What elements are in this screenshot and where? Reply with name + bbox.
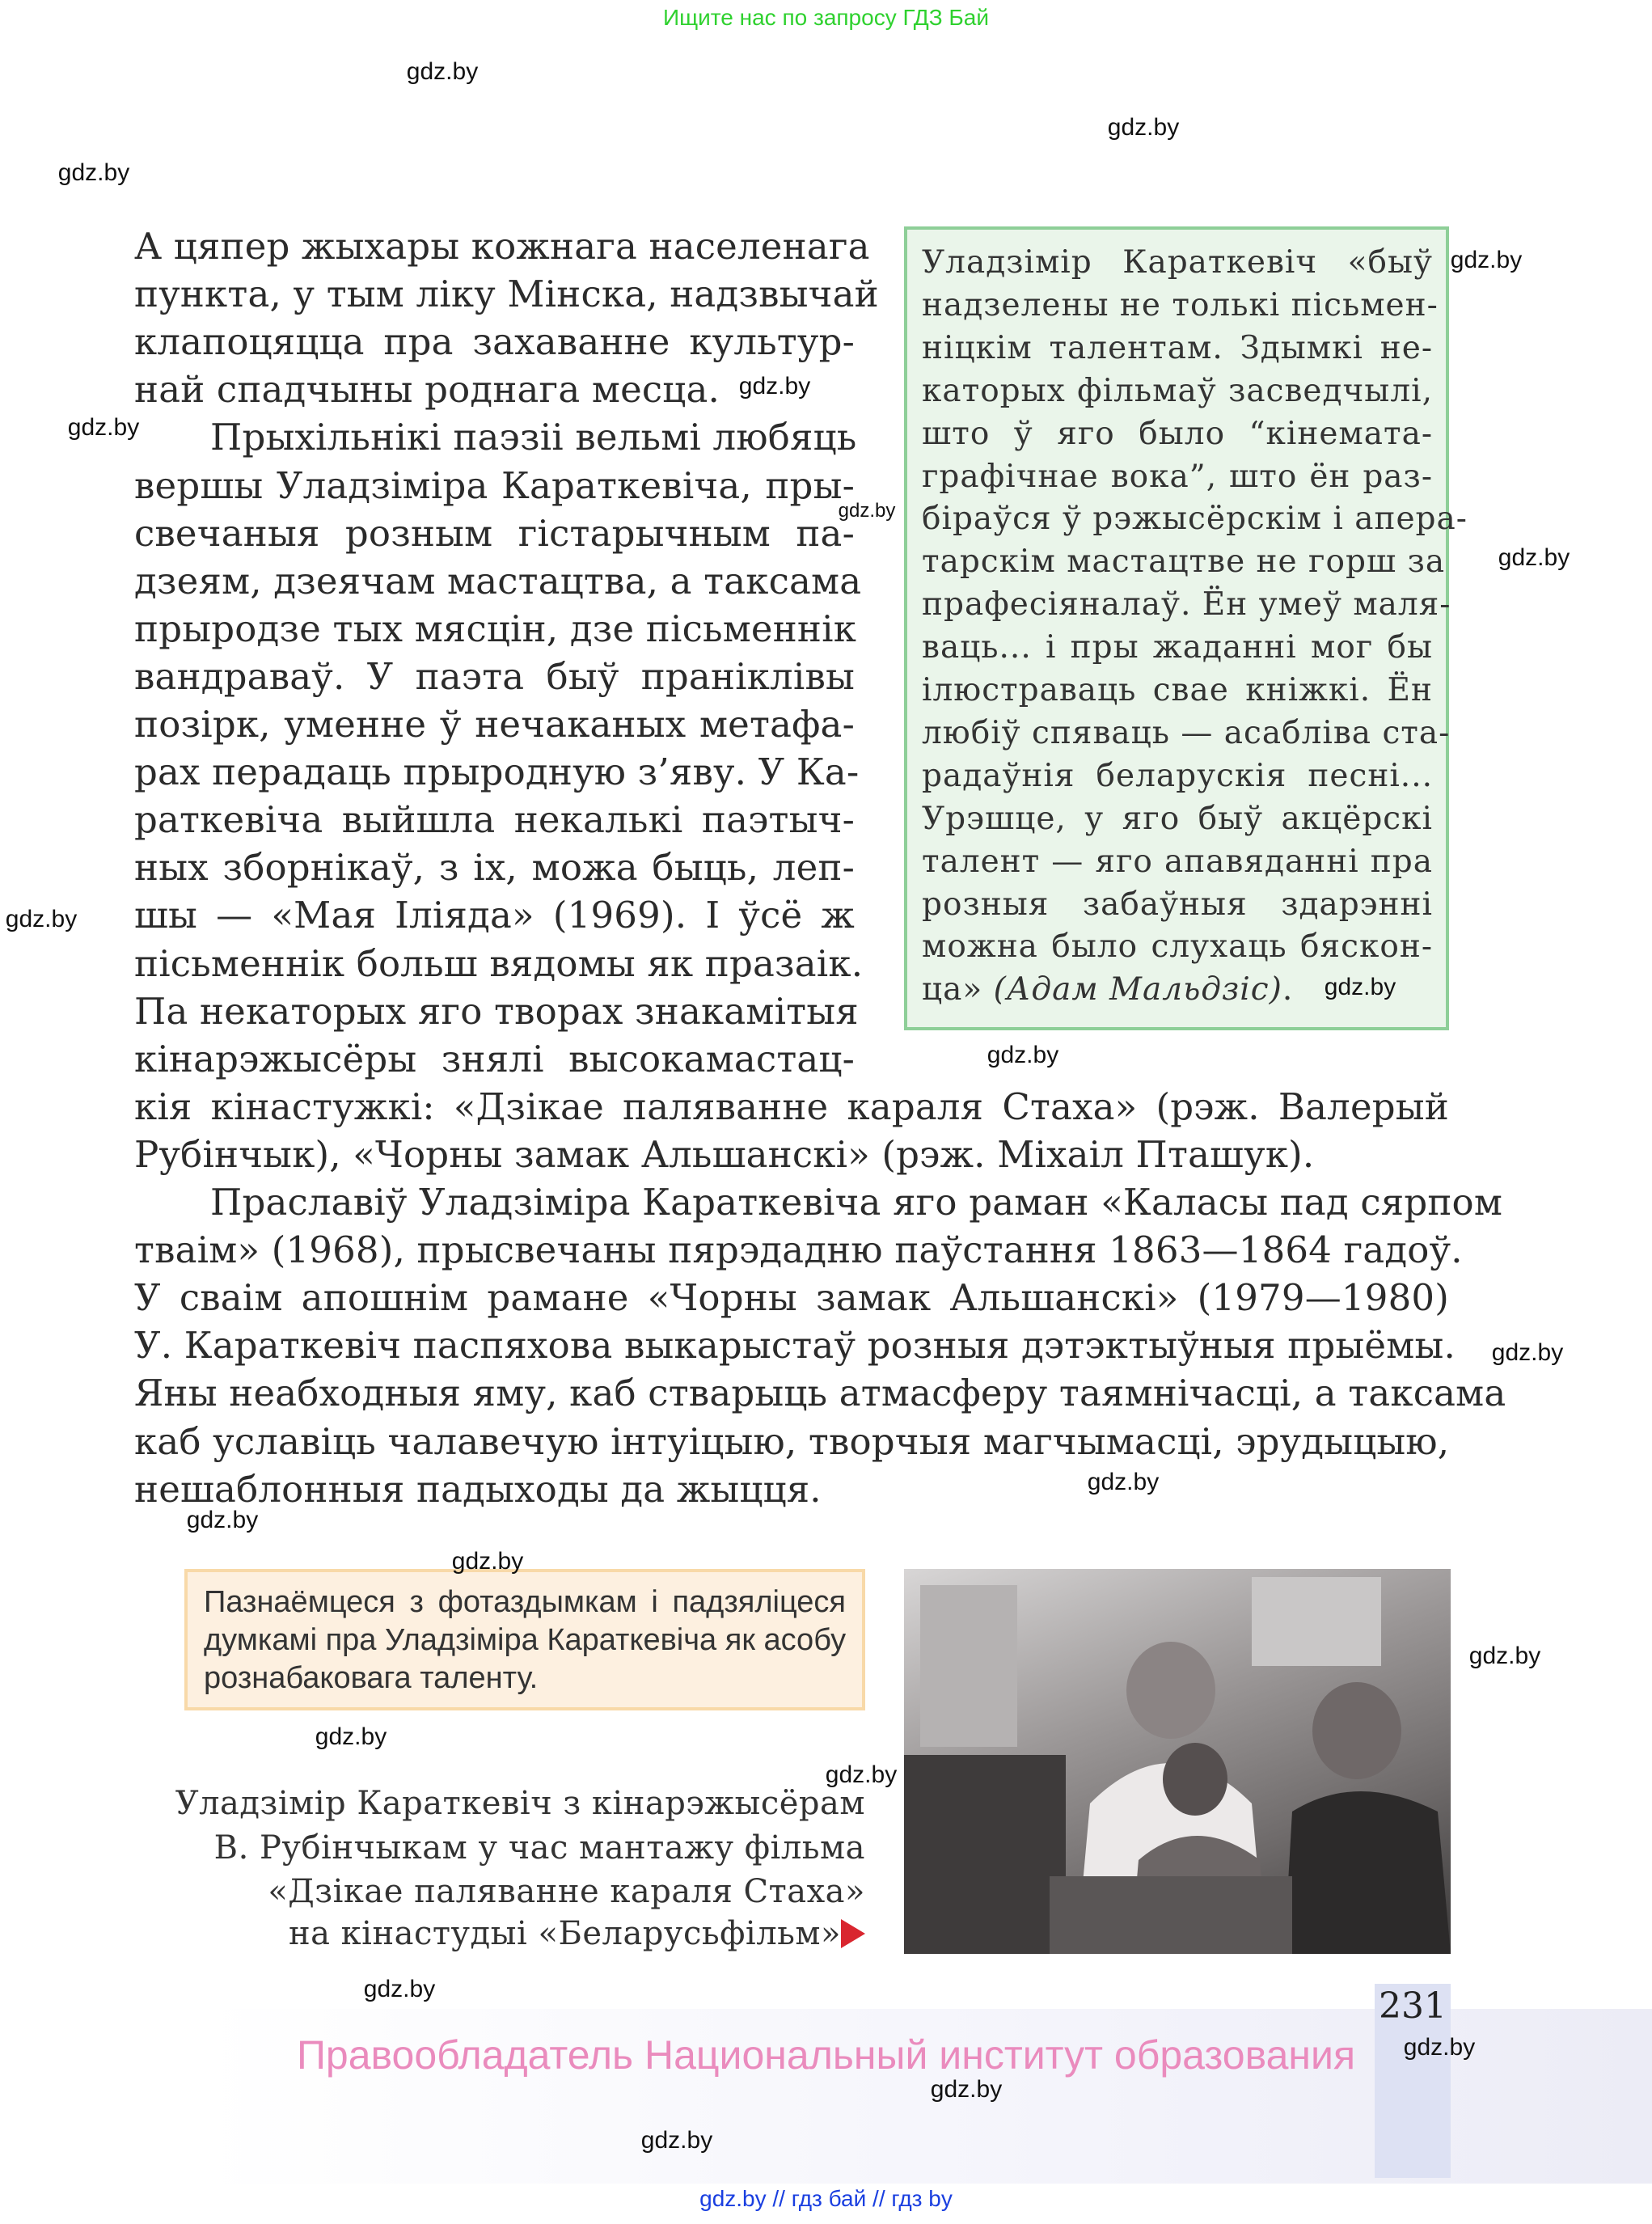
quote-line: надзелены не толькі пісьмен- <box>922 286 1439 323</box>
caption-line: В. Рубінчыкам у час мантажу фільма <box>213 1829 865 1867</box>
task-line: Пазнаёмцеся з фотаздымкам і падзяліцеся <box>204 1585 846 1619</box>
watermark: gdz.by <box>363 1976 436 2002</box>
text-line: най спадчыны роднага месца. <box>134 368 720 412</box>
text-line: пункта, у тым ліку Мінска, надзвычай <box>134 273 879 316</box>
page-number: 231 <box>1379 1985 1447 2027</box>
text-line: клапоцяцца пра захаванне культур- <box>134 320 855 364</box>
text-line: нешаблонныя падыходы да жыцця. <box>134 1467 822 1511</box>
quote-line: можна было слухаць бяскон- <box>922 928 1433 966</box>
text-line: прыродзе тых мясцін, дзе пісьменнік <box>134 607 857 650</box>
text-line: вершы Уладзіміра Караткевіча, пры- <box>134 463 855 507</box>
quote-line: Урэшце, у яго быў акцёрскі <box>922 800 1433 837</box>
photo-karatkevich-montage <box>904 1569 1451 1954</box>
quote-line: ілюстраваць свае кніжкі. Ён <box>922 672 1433 708</box>
watermark: gdz.by <box>825 1761 898 1788</box>
text-line: У сваім апошнім рамане «Чорны замак Альшанскі» (1979—1980) <box>134 1276 1449 1320</box>
text-line: вандраваў. У паэта быў праніклівы <box>134 654 855 698</box>
watermark: gdz.by <box>1087 1469 1160 1495</box>
text-line: пісьменнік больш вядомы як празаік. <box>134 941 864 985</box>
text-line: шы — «Мая Іліяда» (1969). І ўсё ж <box>134 894 855 937</box>
quote-line: біраўся ў рэжысёрскім і апера- <box>922 501 1468 538</box>
quote-period: . <box>1282 971 1294 1008</box>
quote-line: прафесіяналаў. Ён умеў маля- <box>922 586 1451 624</box>
quote-line: талент — яго апавяданні пра <box>922 843 1433 880</box>
watermark: gdz.by <box>1468 1643 1541 1669</box>
watermark: gdz.by <box>67 414 140 441</box>
quote-line: каторых фільмаў засведчылі, <box>922 372 1433 409</box>
task-box <box>184 1569 865 1710</box>
text-line: рах перадаць прыродную з’яву. У Ка- <box>134 750 860 794</box>
watermark: gdz.by <box>987 1042 1059 1068</box>
text-line: Па некаторых яго творах знакамітыя <box>134 989 859 1033</box>
rights-holder: Правообладатель Национальный институт образования <box>296 2032 1356 2078</box>
text-line: позірк, уменне ў нечаканых метафа- <box>134 703 855 746</box>
quote-line: што ў яго было “кінемата- <box>922 415 1433 452</box>
caption-line: «Дзікае паляванне караля Стаха» <box>268 1873 865 1910</box>
text-line: дзеям, дзеячам мастацтва, а таксама <box>134 559 862 603</box>
text-line: Яны неабходныя яму, каб стварыць атмасферу таямнічасці, а таксама <box>134 1372 1506 1415</box>
quote-line: ніцкім талентам. Здымкі не- <box>922 329 1433 366</box>
play-arrow-icon <box>841 1919 865 1948</box>
text-line: тваім» (1968), прысвечаны пярэдадню паўстання 1863—1864 гадоў. <box>134 1228 1463 1272</box>
watermark: gdz.by <box>1107 114 1180 141</box>
text-line: Рубінчык), «Чорны замак Альшанскі» (рэж. Міхаіл Пташук). <box>134 1132 1315 1176</box>
watermark: gdz.by <box>315 1723 387 1750</box>
caption-line: Уладзімір Караткевіч з кінарэжысёрам <box>175 1785 865 1822</box>
text-line: А цяпер жыхары кожнага населенага <box>134 225 870 268</box>
text-line: кія кінастужкі: «Дзікае паляванне караля Стаха» (рэж. Валерый <box>134 1085 1449 1128</box>
quote-line: тарскім мастацтве не горш за <box>922 543 1446 581</box>
watermark: gdz.by <box>1324 974 1396 1000</box>
text-line: свечаныя розным гістарычным па- <box>134 511 855 555</box>
text-line: каб уславіць чалавечую інтуіцыю, творчыя магчымасці, эрудыцыю, <box>134 1419 1450 1463</box>
quote-line: графічнае вока”, што ён раз- <box>922 458 1433 495</box>
text-line: У. Караткевіч паспяхова выкарыстаў розныя дэтэктыўныя прыёмы. <box>134 1324 1456 1368</box>
task-line: рознабаковага таленту. <box>204 1661 539 1695</box>
footer-links[interactable]: gdz.by // гдз бай // гдз by <box>699 2186 953 2211</box>
watermark: gdz.by <box>1491 1339 1564 1366</box>
caption-line: на кінастудыі «Беларусьфільм» <box>288 1915 841 1952</box>
watermark: gdz.by <box>186 1507 259 1533</box>
search-hint: Ищите нас по запросу ГДЗ Бай <box>662 5 990 30</box>
text-line: Праславіў Уладзіміра Караткевіча яго раман «Каласы пад сярпом <box>210 1181 1503 1224</box>
watermark: gdz.by <box>57 159 130 186</box>
watermark: gdz.by <box>5 906 78 932</box>
quote-author: (Адам Мальдзіс) <box>993 971 1282 1008</box>
quote-line: Уладзімір Караткевіч «быў <box>922 244 1433 281</box>
task-line: думкамі пра Уладзіміра Караткевіча як асобу <box>204 1623 847 1657</box>
text-line: ных зборнікаў, з іх, можа быць, леп- <box>134 846 855 890</box>
watermark: gdz.by <box>1403 2034 1476 2061</box>
text-line: раткевіча выйшла некалькі паэтыч- <box>134 798 855 842</box>
watermark: gdz.by <box>406 58 479 85</box>
text-line: кінарэжысёры знялі высокамастац- <box>134 1037 855 1080</box>
watermark: gdz.by <box>640 2127 713 2154</box>
watermark: gdz.by <box>1450 247 1523 273</box>
watermark: gdz.by <box>838 500 896 522</box>
quote-line: розныя забаўныя здарэнні <box>922 886 1433 923</box>
watermark: gdz.by <box>1498 544 1570 571</box>
quote-end: ца» <box>922 971 994 1008</box>
text-line: Прыхільнікі паэзіі вельмі любяць <box>210 416 857 459</box>
quote-line: радаўнія беларускія песні... <box>922 757 1433 794</box>
watermark: gdz.by <box>930 2076 1003 2103</box>
quote-line: ваць... і пры жаданні мог бы <box>922 629 1433 666</box>
watermark: gdz.by <box>451 1548 524 1575</box>
quote-line: любіў спяваць — асабліва ста- <box>922 714 1451 751</box>
watermark: gdz.by <box>738 373 811 400</box>
